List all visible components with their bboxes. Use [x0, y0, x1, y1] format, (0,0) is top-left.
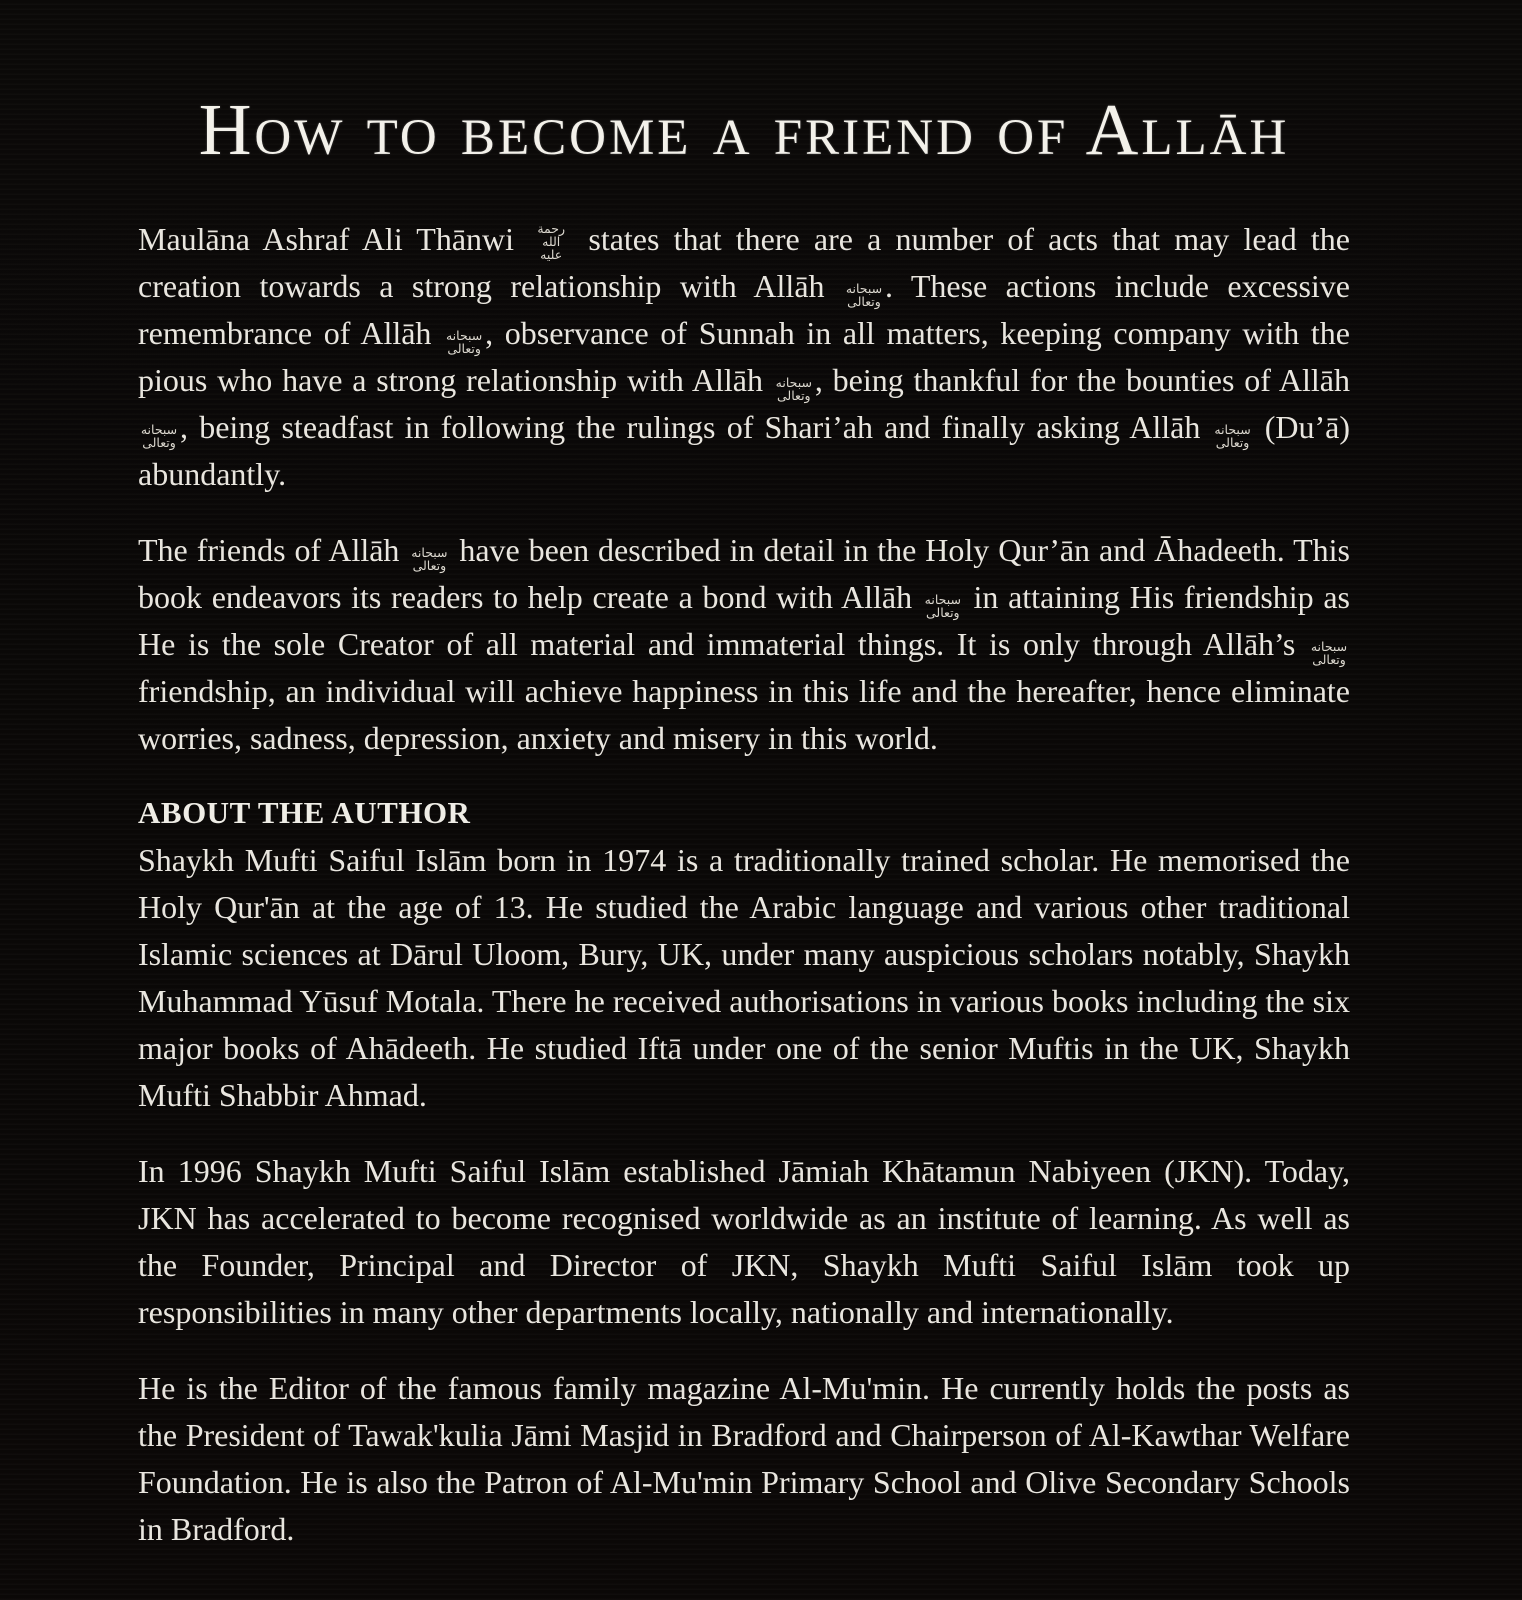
text-segment: , being thankful for the bounties of Allāh [814, 362, 1351, 398]
honorific-subhanahu-wa-taala-icon: سبحانه وتعالى [924, 591, 961, 620]
honorific-subhanahu-wa-taala-icon: سبحانه وتعالى [1310, 638, 1348, 667]
paragraph [138, 527, 1350, 762]
text-segment: In 1996 Shaykh Mufti Saiful Islām established Jāmiah Khātamun Nabiyeen (JKN). Today, JKN has accelerated to become recognised worldwide as an institute of learning. As well as the Founder, Principal and Director of JKN, Shaykh Mufti Saiful Islām took up responsibilities in many other departments locally, nationally and internationally. [138, 1153, 1350, 1330]
honorific-subhanahu-wa-taala-icon: سبحانه وتعالى [140, 421, 178, 450]
text-segment: Shaykh Mufti Saiful Islām born in 1974 is a traditionally trained scholar. He memorised the Holy Qur'ān at the age of 13. He studied the Arabic language and various other traditional Islamic sciences at Dārul Uloom, Bury, UK, under many auspicious scholars notably, Shaykh Muhammad Yūsuf Motala. There he received authorisations in various books including the six major books of Ahādeeth. He studied Iftā under one of the senior Muftis in the UK, Shaykh Mufti Shabbir Ahmad. [138, 842, 1350, 1113]
honorific-rahimahullah-icon: رحمة الله عليه [537, 220, 566, 262]
text-segment: The friends of Allāh [138, 532, 409, 568]
honorific-subhanahu-wa-taala-icon: سبحانه وتعالى [411, 544, 448, 573]
paragraph [138, 837, 1350, 1119]
text-segment: have been described in detail in the Holy Qur’ān and Āhadeeth. This book endeavors its readers to help create a bond with Allāh [138, 532, 1351, 615]
honorific-subhanahu-wa-taala-icon: سبحانه وتعالى [1214, 421, 1251, 450]
content-sections [138, 216, 1350, 1553]
text-segment: , being steadfast in following the rulings of Shari’ah and finally asking Allāh [180, 409, 1212, 445]
paragraph [138, 216, 1350, 498]
honorific-subhanahu-wa-taala-icon: سبحانه وتعالى [445, 327, 483, 356]
paragraph [138, 1365, 1350, 1553]
text-segment: friendship, an individual will achieve happiness in this life and the hereafter, hence eliminate worries, sadness, depression, anxiety and misery in this world. [138, 673, 1350, 756]
page-title: How to become a friend of Allāh [198, 89, 1290, 170]
text-segment: (Du’ā) abundantly. [138, 409, 1351, 492]
honorific-subhanahu-wa-taala-icon: سبحانه وتعالى [775, 374, 812, 403]
text-segment: states that there are a number of acts that may lead the creation towards a strong relationship with Allāh [138, 221, 1351, 304]
honorific-subhanahu-wa-taala-icon: سبحانه وتعالى [845, 280, 883, 309]
text-segment: . These actions include excessive remembrance of Allāh [138, 268, 1351, 351]
text-segment: , observance of Sunnah in all matters, keeping company with the pious who have a strong relationship with Allāh [138, 315, 1351, 398]
text-segment: Maulāna Ashraf Ali Thānwi [138, 221, 529, 257]
section-heading: ABOUT THE AUTHOR [138, 795, 471, 830]
text-segment: in attaining His friendship as He is the sole Creator of all material and immaterial things. It is only through Allāh’s [138, 579, 1351, 662]
text-segment: He is the Editor of the famous family magazine Al-Mu'min. He currently holds the posts as the President of Tawak'kulia Jāmi Masjid in Bradford and Chairperson of Al-Kawthar Welfare Foundation. He is also the Patron of Al-Mu'min Primary School and Olive Secondary Schools in Bradford. [138, 1370, 1350, 1547]
paragraph [138, 1148, 1350, 1336]
